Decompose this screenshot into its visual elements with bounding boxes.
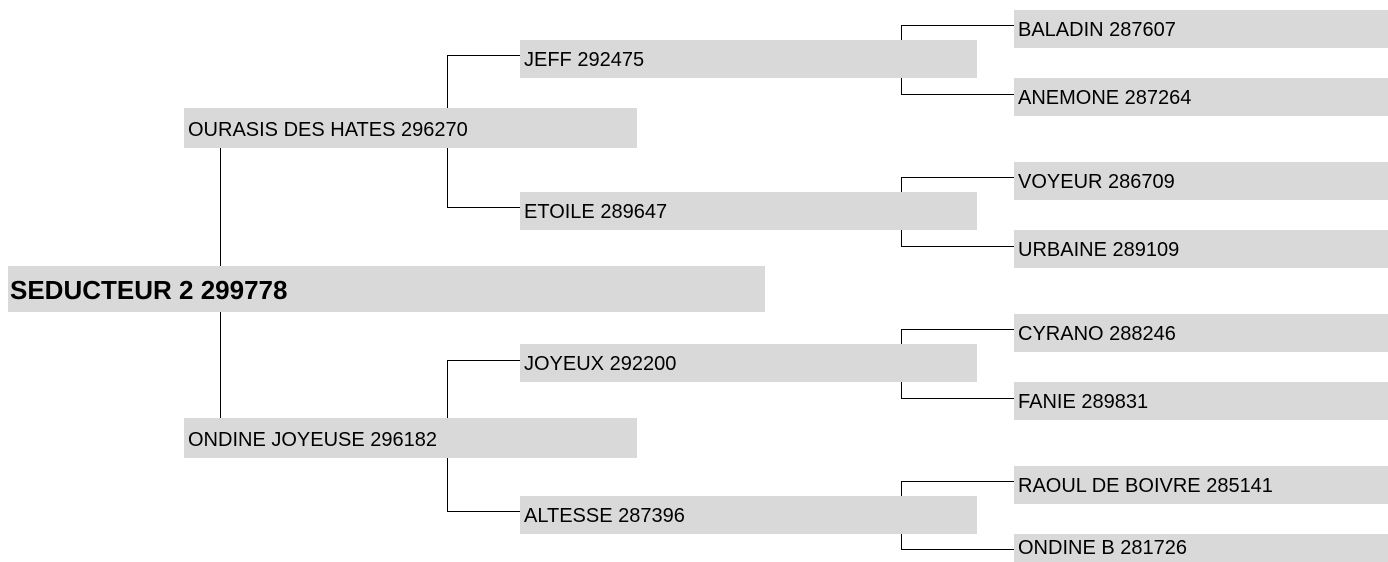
sire-sire-box [520,40,977,78]
sire-dam-name: ETOILE 289647 [524,201,668,223]
ancestor-box [1014,534,1388,562]
ancestor-name: ONDINE B 281726 [1018,537,1187,559]
ancestor-box [1014,78,1388,116]
connector-line [447,55,520,56]
subject-name: SEDUCTEUR 2 299778 [10,275,288,305]
connector-line [901,329,1014,330]
dam-name: ONDINE JOYEUSE 296182 [188,429,437,451]
ancestor-box [1014,230,1388,268]
connector-line [901,481,1014,482]
connector-line [901,534,902,549]
ancestor-name: URBAINE 289109 [1018,239,1180,261]
connector-line [901,481,902,496]
connector-line [901,78,902,94]
connector-line [220,148,221,266]
connector-line [220,312,221,418]
connector-line [447,360,520,361]
connector-line [447,360,448,418]
dam-sire-name: JOYEUX 292200 [524,353,677,375]
dam-box [184,418,637,458]
connector-line [901,25,1014,26]
dam-sire-box [520,344,977,382]
ancestor-box [1014,382,1388,420]
sire-dam-box [520,192,977,230]
dam-dam-box [520,496,977,534]
connector-line [901,230,902,246]
ancestor-name: VOYEUR 286709 [1018,171,1175,193]
connector-line [901,25,902,40]
ancestor-name: RAOUL DE BOIVRE 285141 [1018,475,1273,497]
connector-line [901,94,1014,95]
connector-line [901,398,1014,399]
connector-line [901,177,1014,178]
subject-box [8,266,765,312]
connector-line [447,55,448,108]
ancestor-box [1014,466,1388,504]
ancestor-name: ANEMONE 287264 [1018,87,1192,109]
connector-line [901,329,902,344]
connector-line [901,382,902,398]
dam-dam-name: ALTESSE 287396 [524,505,685,527]
sire-box [184,108,637,148]
ancestor-box [1014,10,1388,48]
connector-line [901,246,1014,247]
sire-sire-name: JEFF 292475 [524,49,645,71]
ancestor-box [1014,314,1388,352]
connector-line [447,458,448,511]
connector-line [447,207,520,208]
connector-line [447,511,520,512]
ancestor-name: CYRANO 288246 [1018,323,1176,345]
sire-name: OURASIS DES HATES 296270 [188,119,468,141]
connector-line [447,148,448,207]
ancestor-name: BALADIN 287607 [1018,19,1176,41]
connector-line [901,549,1014,550]
ancestor-name: FANIE 289831 [1018,391,1149,413]
ancestor-box [1014,162,1388,200]
connector-line [901,177,902,192]
